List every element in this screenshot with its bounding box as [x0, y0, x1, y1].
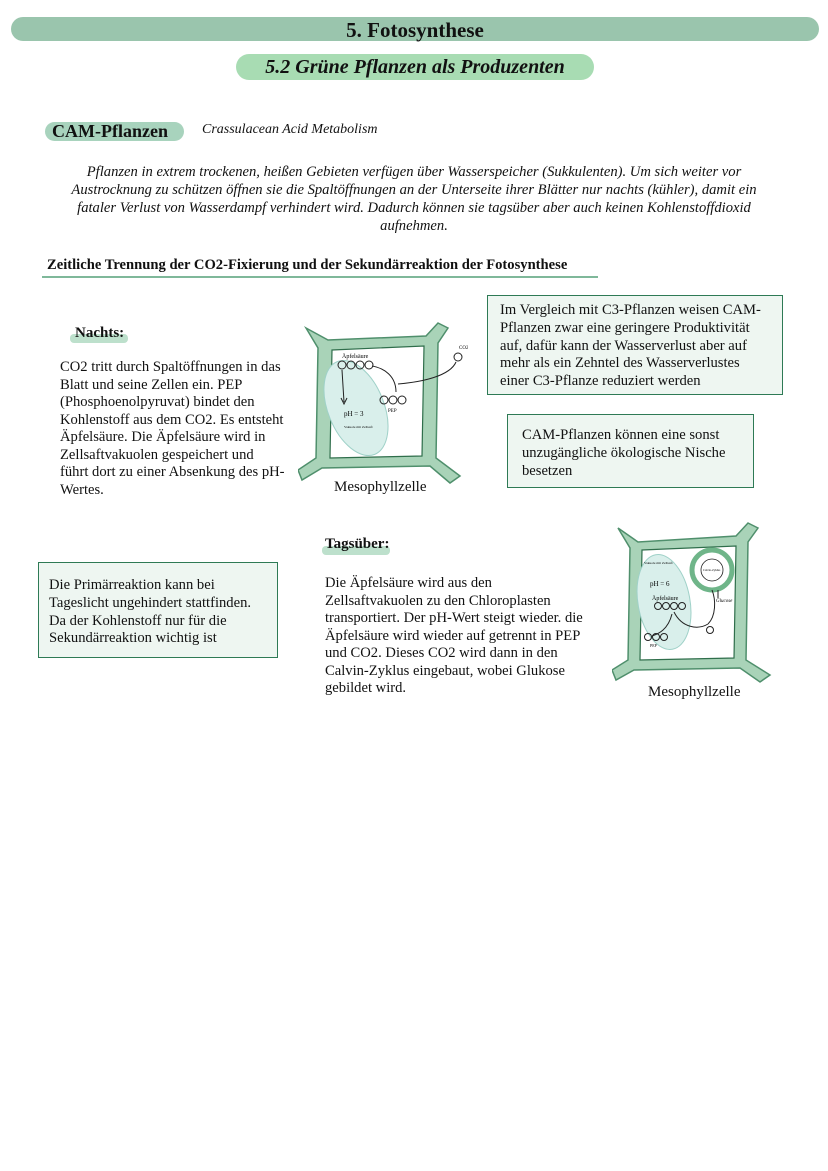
page-subtitle: 5.2 Grüne Pflanzen als Produzenten [236, 54, 594, 80]
day-ph-label: pH = 6 [650, 580, 670, 588]
page-title: 5. Fotosynthese [11, 17, 819, 41]
day-pep-label: PEP [650, 643, 657, 648]
niche-box: CAM-Pflanzen können eine sonst unzugängliche ökologische Nische besetzen [507, 414, 754, 488]
primary-reaction-box: Die Primärreaktion kann bei Tageslicht ungehindert stattfinden. Da der Kohlenstoff nur für die Sekundärreaktion wichtig ist [38, 562, 278, 658]
cam-subtitle: Crassulacean Acid Metabolism [202, 122, 378, 137]
section-underline [42, 276, 598, 278]
day-cell-diagram [612, 520, 774, 685]
night-vacuole-label: Vakuole mit Zellsaft [344, 425, 373, 429]
section-heading: Zeitliche Trennung der CO2-Fixierung und der Sekundärreaktion der Fotosynthese [47, 257, 568, 273]
day-label: Tagsüber: [325, 536, 390, 552]
night-text: CO2 tritt durch Spaltöffnungen in das Blatt und seine Zellen ein. PEP (Phosphoenolpyruvat) bindet den Kohlenstoff aus dem CO2. Es entsteht Äpfelsäure. Die Äpfelsäure wird in Zellsaftvakuolen gespeichert und führt dort zu einer Absenkung des pH-Wertes. [60, 359, 285, 498]
intro-paragraph: Pflanzen in extrem trockenen, heißen Gebieten verfügen über Wasserspeicher (Sukkulenten). Um sich weiter vor Austrocknung zu schützen öffnen sie die Spaltöffnungen an der Unterseite ihrer Blätter nur nachts (kühler), damit ein fataler Verlust von Wasserdampf verhindert wird. Dadurch können sie tagsüber aber auch keinen Kohlenstoffdioxid aufnehmen. [71, 164, 757, 234]
day-calvin-label: Calvin-Zyklus [703, 568, 721, 572]
night-acid-label: Äpfelsäure [342, 354, 369, 360]
cam-label: CAM-Pflanzen [52, 121, 168, 141]
comparison-box: Im Vergleich mit C3-Pflanzen weisen CAM-Pflanzen zwar eine geringere Produktivität auf, dafür kann der Wasserverlust aber auf mehr als ein Zehntel des Wasserverlustes einer C3-Pflanze reduziert werden [487, 295, 783, 395]
night-co2-label: CO2 [459, 346, 468, 351]
night-cell-diagram [298, 318, 468, 488]
day-text: Die Äpfelsäure wird aus den Zellsaftvakuolen zu den Chloroplasten transportiert. Der pH-Wert steigt wieder. die Äpfelsäure wird wieder auf getrennt in PEP und CO2. Dieses CO2 wird dann in den Calvin-Zyklus eingebaut, wobei Glukose gebildet wird. [325, 575, 583, 696]
night-label: Nachts: [75, 325, 125, 341]
co2-molecule-icon [454, 353, 462, 361]
day-vacuole-label: Vakuole mit Zellsaft [644, 561, 673, 565]
day-glucose-label: Glucose [716, 599, 733, 604]
night-pep-label: PEP [388, 409, 397, 414]
day-diagram-caption: Mesophyllzelle [648, 684, 741, 700]
night-diagram-caption: Mesophyllzelle [334, 479, 427, 495]
day-acid-label: Äpfelsäure [652, 596, 679, 602]
night-ph-label: pH = 3 [344, 410, 364, 418]
